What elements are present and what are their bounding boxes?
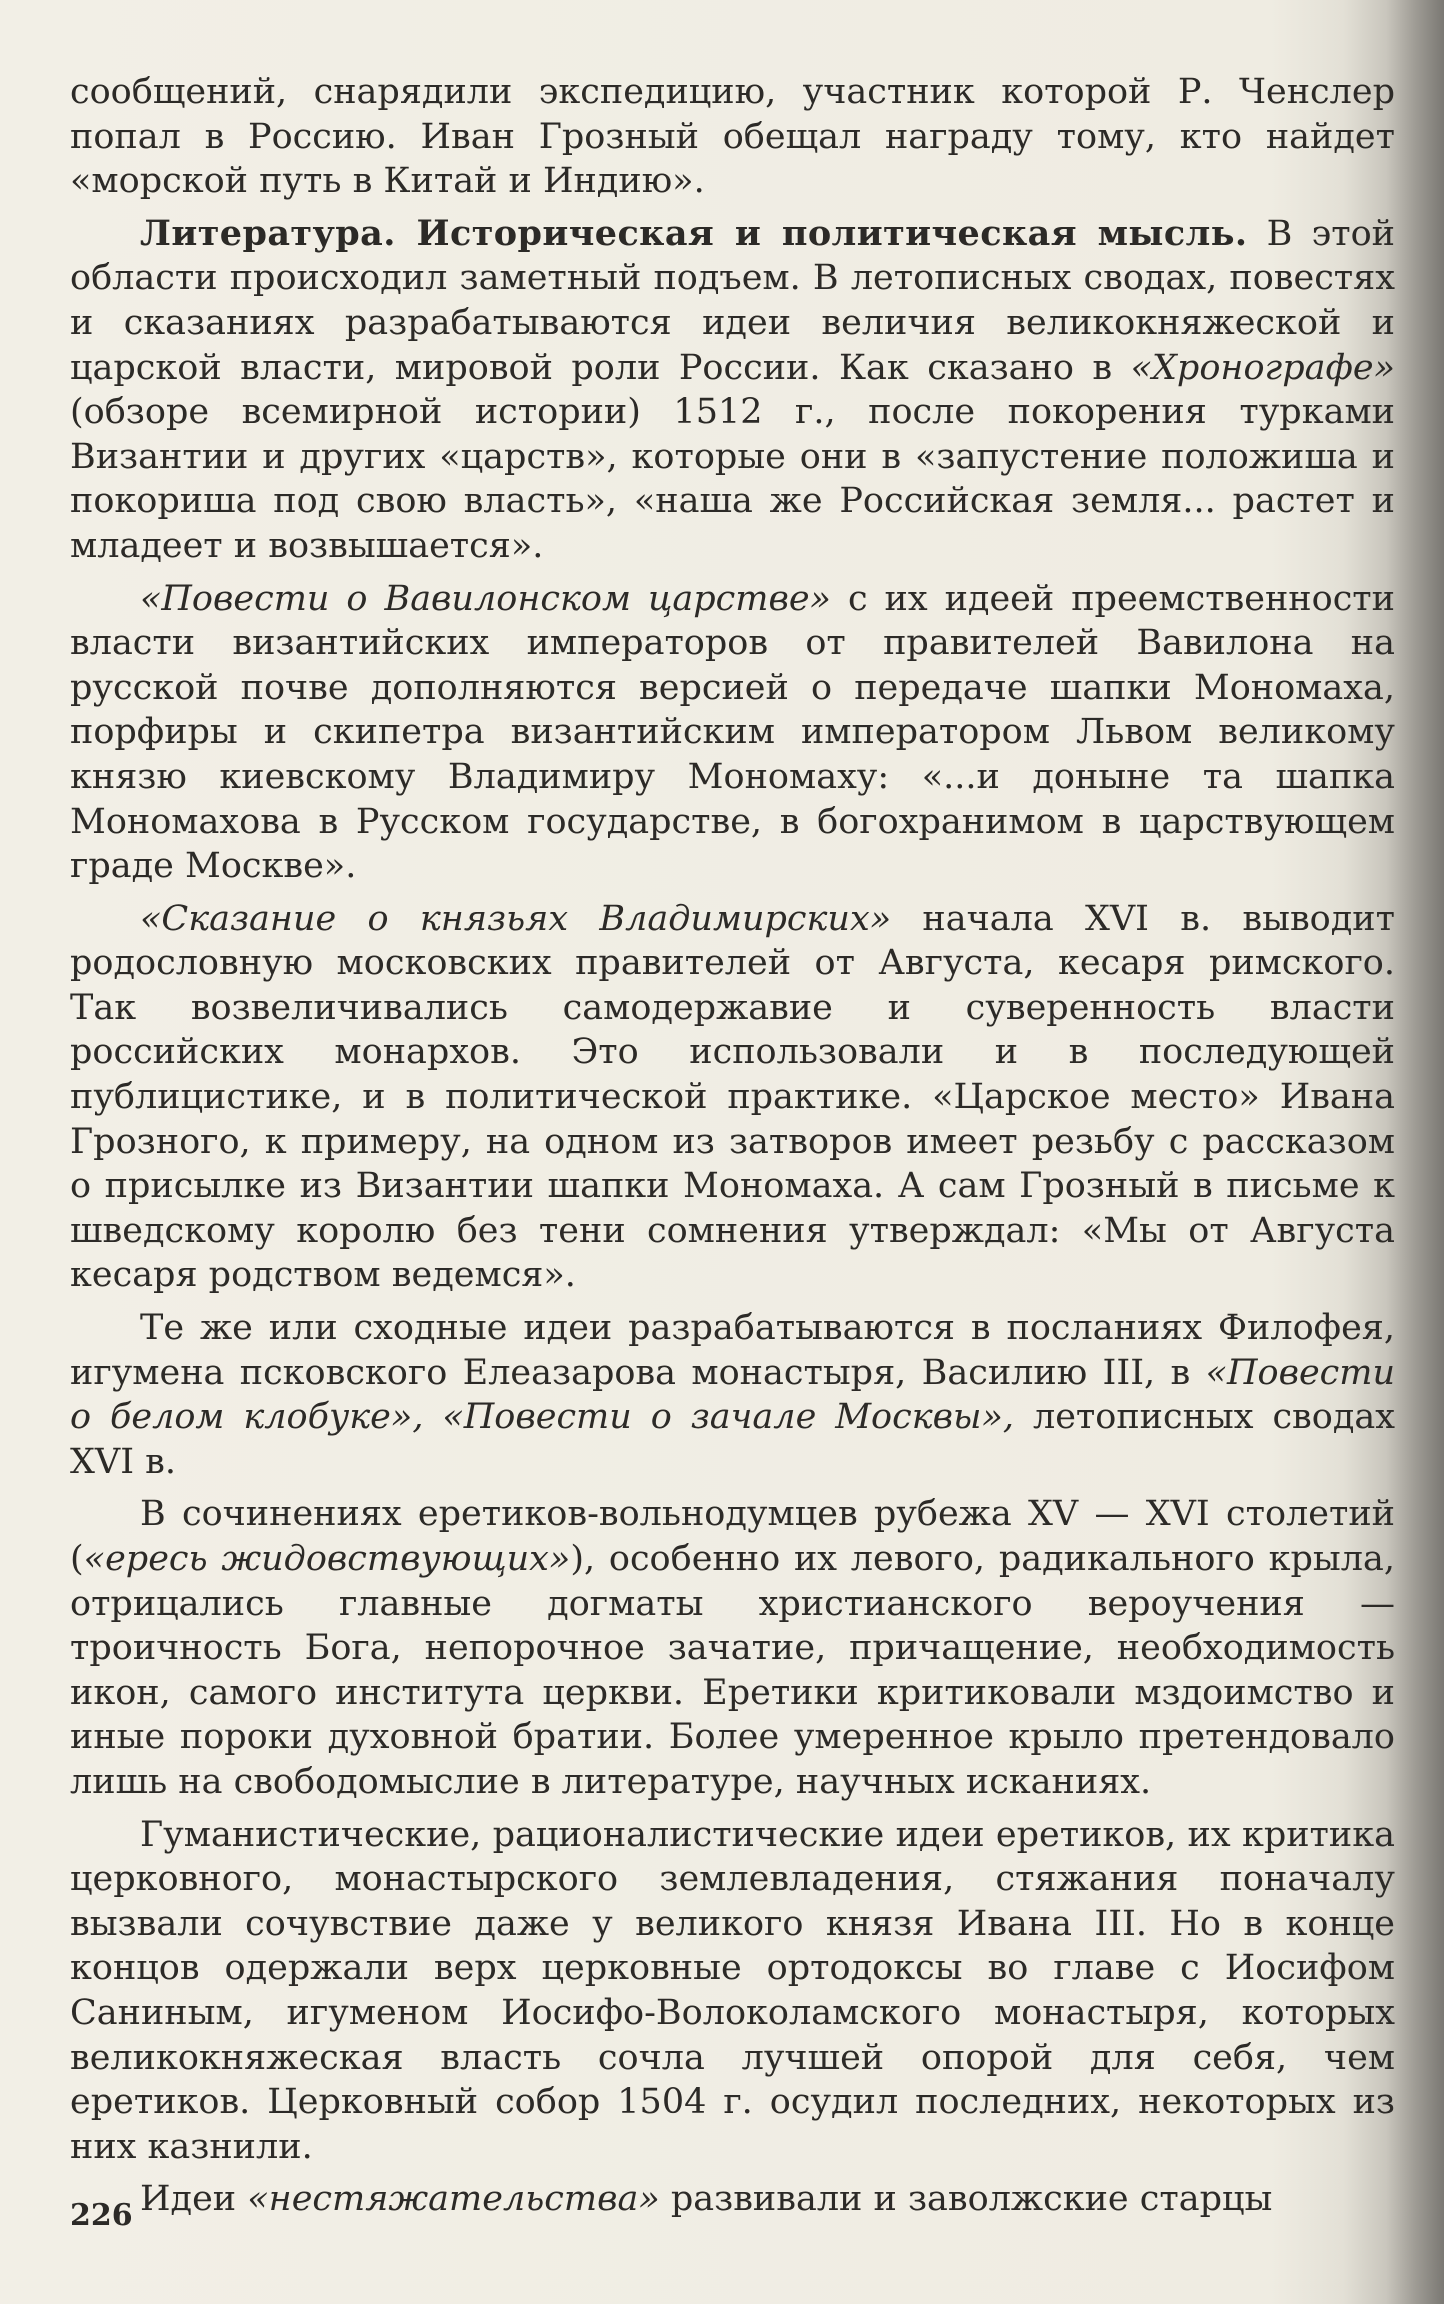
italic-title: «Повести о белом клобуке», «Повести о зачале Москвы»,	[70, 1352, 1395, 1438]
paragraph	[70, 577, 1395, 889]
text-segment: развивали и заволжские старцы	[659, 2179, 1273, 2220]
italic-title: «Повести о Вавилонском царстве»	[140, 578, 831, 619]
text-segment: (обзоре всемирной истории) 1512 г., после покорения турками Византии и других «царств», которые они в «запустение положиша и покориша под свою власть», «наша же Российская земля... растет и младеет и возвышается».	[70, 392, 1395, 566]
text-segment: с их идеей преемственности власти византийских императоров от правителей Вавилона на русской почве дополняются версией о передаче шапки Мономаха, порфиры и скипетра византийским императором Львом великому князю киевскому Владимиру Мономаху: «...и доныне та шапка Мономахова в Русском государстве, в богохранимом в царствующем граде Москве».	[70, 578, 1395, 887]
text-segment: летописных сводах XVI в.	[70, 1397, 1395, 1482]
text-segment: начала XVI в. выводит родословную московских правителей от Августа, кесаря римского. Так возвеличивались самодержавие и суверенность власти российских монархов. Это использовали и в последующей публицистике, и в политической практике. «Царское место» Ивана Грозного, к примеру, на одном из затворов имеет резьбу с рассказом о присылке из Византии шапки Мономаха. А сам Грозный в письме к шведскому королю без тени сомнения утверждал: «Мы от Августа кесаря родством ведемся».	[70, 898, 1395, 1296]
page-text	[70, 70, 1395, 2230]
text-segment: ), особенно их левого, радикального крыла, отрицались главные догматы христианского вероучения — троичность Бога, непорочное зачатие, причащение, необходимость икон, самого института церкви. Еретики критиковали мздоимство и иные пороки духовной братии. Более умеренное крыло претендовало лишь на свободомыслие в литературе, научных исканиях.	[70, 1539, 1395, 1802]
italic-term: «нестяжательства»	[247, 2179, 660, 2220]
text-segment: Те же или сходные идеи разрабатываются в посланиях Филофея, игумена псковского Елеазарова монастыря, Василию III, в	[70, 1308, 1395, 1393]
text-segment: Гуманистические, рационалистические идеи еретиков, их критика церковного, монастырского землевладения, стяжания поначалу вызвали сочувствие даже у великого князя Ивана III. Но в конце концов одержали верх церковные ортодоксы во главе с Иосифом Саниным, игуменом Иосифо-Волоколамского монастыря, которых великокняжеская власть сочла лучшей опорой для себя, чем еретиков. Церковный собор 1504 г. осудил последних, некоторых из них казнили.	[70, 1814, 1395, 2167]
paragraph	[70, 1492, 1395, 1804]
paragraph	[70, 2177, 1395, 2222]
page-number: 226	[70, 2198, 133, 2233]
paragraph	[70, 897, 1395, 1298]
paragraph	[70, 70, 1395, 204]
section-heading: Литература. Историческая и политическая мысль.	[140, 212, 1248, 254]
text-segment: В сочинениях еретиков-вольнодумцев рубежа XV — XVI столетий (	[70, 1494, 1395, 1579]
paragraph	[70, 1813, 1395, 2170]
paragraph	[70, 1306, 1395, 1484]
section-paragraph	[70, 212, 1395, 569]
text-segment: Идеи	[140, 2179, 248, 2220]
text-segment: сообщений, снарядили экспедицию, участник которой Р. Ченслер попал в Россию. Иван Грозный обещал награду тому, кто найдет «морской путь в Китай и Индию».	[70, 72, 1395, 202]
italic-title: «Хронографе»	[1130, 347, 1395, 388]
italic-title: «Сказание о князьях Владимирских»	[140, 898, 892, 939]
text-segment: В этой области происходил заметный подъем. В летописных сводах, повестях и сказаниях разрабатываются идеи величия великокняжеской и царской власти, мировой роли России. Как сказано в	[70, 213, 1395, 388]
italic-term: «ересь жидовствующих»	[83, 1539, 571, 1579]
